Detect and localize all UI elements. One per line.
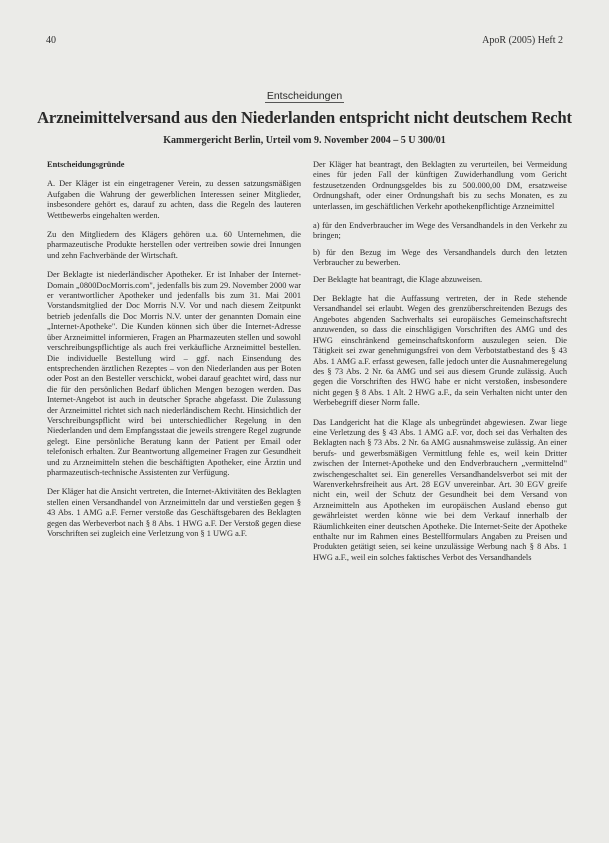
paragraph: b) für den Bezug im Wege des Versandhandels durch den letzten Verbraucher zu bewerben.	[313, 247, 567, 268]
rubric-label: Entscheidungen	[266, 90, 343, 102]
article-subtitle: Kammergericht Berlin, Urteil vom 9. November 2004 – 5 U 300/01	[163, 135, 446, 146]
paragraph: Zu den Mitgliedern des Klägers gehören u.a. 60 Unternehmen, die pharmazeutische Produkte herstellen oder vertreiben sowie drei Innungen und zehn Fachverbände der Wirtschaft.	[47, 230, 301, 260]
paragraph: Der Beklagte hat beantragt, die Klage abzuweisen.	[313, 274, 483, 284]
paragraph: Der Beklagte ist niederländischer Apotheker. Er ist Inhaber der Internet-Domain „0800DocMorris.com", jedenfalls bis zum 29. November 2000 war er verantwortlicher Apotheker und jedenfalls bis zum 31. Mai 2001 Vorstandsmitglied der Doc Morris N.V. Vor und nach diesem Zeitpunkt betrieb jedenfalls die Doc Morris N.V. unter der genannten Domain eine „Internet-Apotheke". Die Kunden können sich über die Internet-Adresse über Arzneimittel informieren, Fragen an Pharmazeuten stellen und sowohl verschreibungspflichtige als auch frei verkäufliche Arzneimittel bestellen. Die individuelle Bestellung wird – ggf. nach Einsendung des entsprechenden ärztlichen Rezeptes – von den Niederlanden aus per Boten oder Post an den Besteller verschickt, wobei darauf geachtet wird, dass nur die für den persönlichen Bedarf üblichen Mengen bezogen werden. Das Internet-Angebot ist auch in deutscher Sprache abgefasst. Die Zulassung der Arzneimittel richtet sich nach niederländischem Recht. Hinsichtlich der Verschreibungspflicht wird bei unterschiedlicher Regelung in den Niederlanden und dem Empfangsstaat die jeweils strengere Regel zugrunde gelegt. Eine persönliche Beratung kann der Patient per Email oder telefonisch erhalten. Zur Beantwortung allgemeiner Fragen zur Gesundheit und zu Arzneimitteln stehen die beschäftigten Apotheker, eine Ärztin und pharmazeutisch-technische Assistenten zur Verfügung.	[47, 270, 301, 477]
paragraph: Das Landgericht hat die Klage als unbegründet abgewiesen. Zwar liege eine Verletzung des § 43 Abs. 1 AMG a.F. vor, doch sei das Verhalten des Beklagten nach § 73 Abs. 2 Nr. 6a AMG ausnahmsweise zulässig. An einer berufs- und gewerbsmäßigen Vermittlung fehle es, weil kein Dritter zwischen der Internet-Apotheke und den Endverbrauchern „vermittelnd" zwischengeschaltet sei. Ein generelles Versandhandelsverbot sei mit der Warenverkehrsfreiheit aus Art. 28 EGV unvereinbar. Art. 30 EGV greife nicht ein, weil der Schutz der Gesundheit bei dem Versand von Arzneimitteln aus Apotheken im europäischen Ausland ebenso gut gewährleistet werden könne wie bei dem Verkauf innerhalb der Räumlichkeiten einer deutschen Apotheke. Die Internet-Seite der Apotheke enthalte nur im Rahmen eines Bestellformulars Angaben zu Preisen und Produkten getätigt seien, sei keine unzulässige Werbung nach § 8 Abs. 1 HWG a.F., weil ein solches faktisches Verbot des Versandhandels	[313, 417, 567, 562]
page-number: 40	[46, 35, 56, 46]
section-rubric	[0, 90, 609, 102]
section-heading: Entscheidungsgründe	[47, 160, 125, 169]
paragraph: Der Kläger hat beantragt, den Beklagten zu verurteilen, bei Vermeidung eines für jeden Fall der künftigen Zuwiderhandlung vom Gericht festzusetzenden Ordnungsgeldes bis zu 500.000,00 DM, ersatzweise Ordnungshaft, oder einer Ordnungshaft bis zu sechs Monaten, es zu unterlassen, im geschäftlichen Verkehr apothekenpflichtige Arzneimittel	[313, 160, 567, 211]
paragraph: Der Beklagte hat die Auffassung vertreten, der in Rede stehende Versandhandel sei erlaubt. Wegen des grenzüberschreitenden Bezugs des Angebotes abgenden Sachverhalts sei europäisches Gemeinschaftsrecht anzuwenden, so dass die einschlägigen Vorschriften des AMG und des HWG einschränkend gemeinschaftskonform auszulegen seien. Die Tätigkeit sei zwar genehmigungsfrei von dem Verbotstatbestand des § 43 Abs. 1 AMG a.F. erfasst gewesen, falle jedoch unter die Ausnahmeregelung des § 73 Abs. 2 Nr. 6a AMG und sei aus diesem Grunde zulässig. Auch gegen die Vorschriften des HWG habe er nicht verstoßen, insbesondere nicht gegen § 8 Abs. 1 Alt. 2 HWG a.F., da sein Verhalten nicht unter den Werbebegriff dieser Norm falle.	[313, 294, 567, 408]
paragraph: a) für den Endverbraucher im Wege des Versandhandels in den Verkehr zu bringen;	[313, 221, 567, 241]
journal-header: ApoR (2005) Heft 2	[482, 35, 563, 46]
right-column	[313, 160, 567, 572]
paragraph: Der Kläger hat die Ansicht vertreten, die Internet-Aktivitäten des Beklagten stellen einen Versandhandel von Arzneimitteln dar und verstießen gegen § 43 Abs. 1 AMG a.F. Ferner verstoße das Geschäftsgebaren des Beklagten gegen das Werbeverbot nach § 8 Abs. 1 HWG a.F. Der Verstoß gegen diese Vorschriften sei zugleich eine Verletzung von § 1 UWG a.F.	[47, 487, 301, 538]
paragraph: A. Der Kläger ist ein eingetragener Verein, zu dessen satzungsmäßigen Aufgaben die Wahrung der gewerblichen Interessen seiner Mitglieder, insbesondere gehört es, darauf zu achten, dass die Regeln des lauteren Wettbewerbs eingehalten werden.	[47, 179, 301, 220]
left-column	[47, 160, 301, 548]
article-title: Arzneimittelversand aus den Niederlanden entspricht nicht deutschem Recht	[37, 108, 572, 127]
